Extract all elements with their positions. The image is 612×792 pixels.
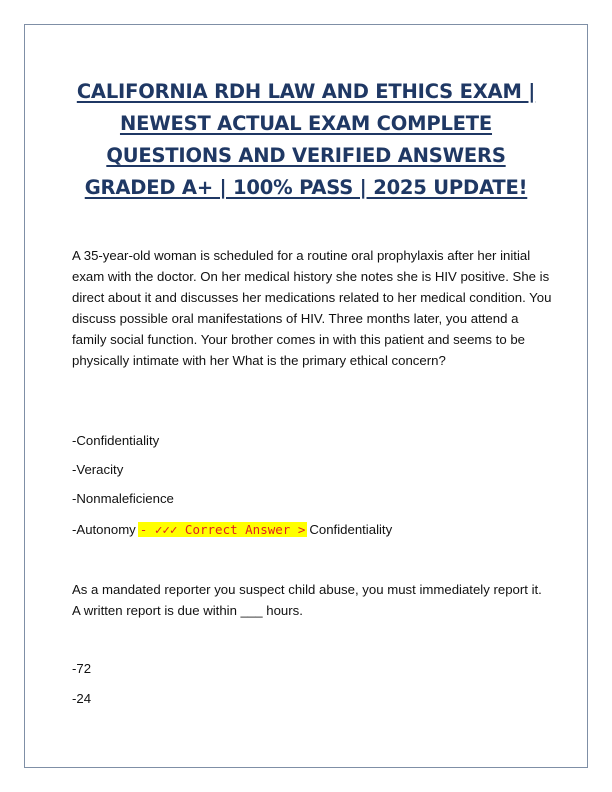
question-2-text: As a mandated reporter you suspect child abuse, you must immediately report it. A written report is due within ___ hours. (72, 582, 542, 618)
title-line-2: NEWEST ACTUAL EXAM COMPLETE (119, 112, 493, 135)
correct-answer-value: Confidentiality (309, 522, 393, 537)
correct-answer-marker: - ✓✓✓ Correct Answer > (139, 522, 306, 537)
title-line-3: QUESTIONS AND VERIFIED ANSWERS (106, 144, 506, 167)
document-title (60, 76, 552, 204)
question-1-option-veracity: -Veracity (72, 462, 124, 477)
question-2-choice-72: -72 (72, 661, 92, 676)
question-1-text: A 35-year-old woman is scheduled for a routine oral prophylaxis after her initial exam with the doctor. On her medical history she notes she is HIV positive. She is direct about it and discusses her medications related to her medical condition. You discuss possible oral manifestations of HIV. Three months later, you attend a family social function. Your brother comes in with this patient and seems to be physically intimate with her What is the primary ethical concern? (72, 248, 552, 368)
question-1-option-autonomy-with-answer (72, 520, 392, 540)
question-1-option-nonmaleficience: -Nonmaleficience (72, 491, 174, 506)
question-1-option-confidentiality: -Confidentiality (72, 433, 160, 448)
title-line-1: CALIFORNIA RDH LAW AND ETHICS EXAM | (76, 80, 536, 103)
question-1-option-autonomy: -Autonomy (72, 522, 136, 537)
question-2-choice-24: -24 (72, 691, 92, 706)
title-line-4: GRADED A+ | 100% PASS | 2025 UPDATE! (84, 176, 528, 199)
